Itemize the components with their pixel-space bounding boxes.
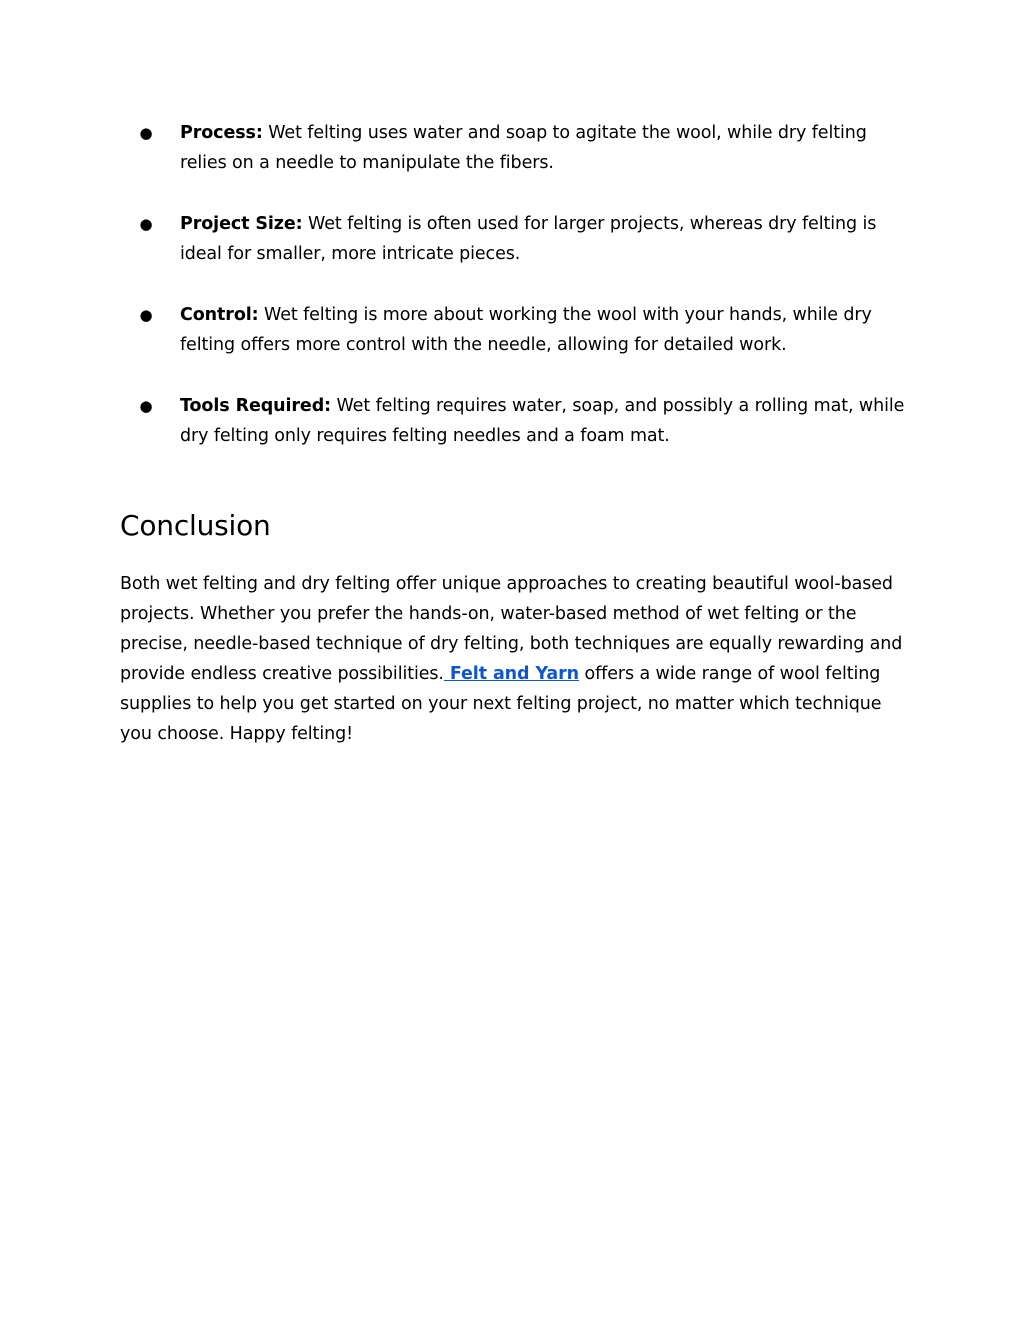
bullet-icon: ● (139, 397, 153, 415)
conclusion-text-before-link: Both wet felting and dry felting offer unique approaches to creating beautiful wool-based projects. Whether you prefer the hands-on, water-based method of wet felting or the precise, needle-based technique of dry felting, both techniques are equally rewarding and provide endless creative possibilities. (120, 574, 903, 684)
bullet-text: Wet felting is more about working the wool with your hands, while dry felting offers more control with the needle, allowing for detailed work. (180, 305, 872, 355)
bullet-term: Project Size: (180, 214, 303, 234)
bullet-term: Control: (180, 305, 259, 325)
bullet-text: Wet felting uses water and soap to agitate the wool, while dry felting relies on a needle to manipulate the fibers. (180, 123, 867, 173)
bullet-icon: ● (139, 124, 153, 142)
bullet-icon: ● (139, 306, 153, 324)
conclusion-paragraph (120, 569, 910, 749)
list-item (120, 391, 910, 451)
bullet-text: Wet felting requires water, soap, and possibly a rolling mat, while dry felting only requires felting needles and a foam mat. (180, 396, 905, 446)
list-item (120, 209, 910, 269)
bullet-term: Tools Required: (180, 396, 332, 416)
conclusion-heading: Conclusion (120, 509, 271, 542)
comparison-bullet-list (120, 118, 910, 482)
list-item (120, 118, 910, 178)
conclusion-text-after-link: offers a wide range of wool felting supplies to help you get started on your next felting project, no matter which technique you choose. Happy felting! (120, 664, 882, 744)
felt-and-yarn-link[interactable]: Felt and Yarn (443, 664, 580, 684)
bullet-term: Process: (180, 123, 263, 143)
list-item (120, 300, 910, 360)
bullet-icon: ● (139, 215, 153, 233)
bullet-text: Wet felting is often used for larger projects, whereas dry felting is ideal for smaller, more intricate pieces. (180, 214, 877, 264)
